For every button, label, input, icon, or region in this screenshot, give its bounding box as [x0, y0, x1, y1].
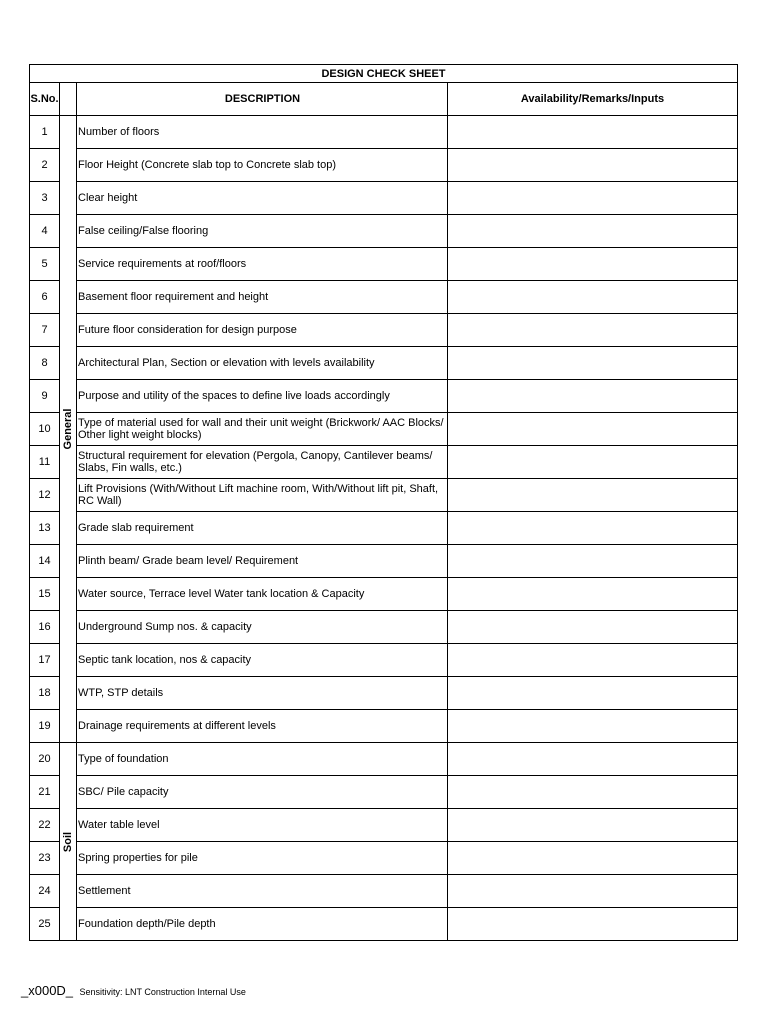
- row-availability-input[interactable]: [448, 347, 738, 380]
- row-sno: 18: [30, 677, 60, 710]
- table-row: [30, 776, 738, 809]
- row-description: SBC/ Pile capacity: [77, 776, 448, 809]
- row-availability-input[interactable]: [448, 215, 738, 248]
- category-label-general: General: [62, 408, 74, 450]
- row-description: Water table level: [77, 809, 448, 842]
- title-row: [30, 65, 738, 83]
- sheet-title: DESIGN CHECK SHEET: [30, 65, 738, 83]
- row-sno: 6: [30, 281, 60, 314]
- row-description: Plinth beam/ Grade beam level/ Requirement: [77, 545, 448, 578]
- row-description: Number of floors: [77, 116, 448, 149]
- row-sno: 14: [30, 545, 60, 578]
- table-row: [30, 479, 738, 512]
- row-description: Septic tank location, nos & capacity: [77, 644, 448, 677]
- row-description: Spring properties for pile: [77, 842, 448, 875]
- row-availability-input[interactable]: [448, 611, 738, 644]
- category-label-soil: Soil: [62, 831, 74, 852]
- row-sno: 9: [30, 380, 60, 413]
- row-description: Type of foundation: [77, 743, 448, 776]
- header-sno: S.No.: [30, 83, 60, 116]
- footer: [21, 982, 246, 1000]
- table-row: [30, 248, 738, 281]
- row-availability-input[interactable]: [448, 479, 738, 512]
- design-check-sheet-table: [29, 64, 738, 941]
- row-availability-input[interactable]: [448, 875, 738, 908]
- row-availability-input[interactable]: [448, 380, 738, 413]
- sensitivity-label: Sensitivity: LNT Construction Internal Use: [79, 987, 246, 997]
- row-description: False ceiling/False flooring: [77, 215, 448, 248]
- row-description: WTP, STP details: [77, 677, 448, 710]
- row-description: Purpose and utility of the spaces to define live loads accordingly: [77, 380, 448, 413]
- row-sno: 4: [30, 215, 60, 248]
- row-sno: 22: [30, 809, 60, 842]
- row-availability-input[interactable]: [448, 413, 738, 446]
- row-availability-input[interactable]: [448, 314, 738, 347]
- row-description: Architectural Plan, Section or elevation with levels availability: [77, 347, 448, 380]
- row-sno: 25: [30, 908, 60, 941]
- row-sno: 7: [30, 314, 60, 347]
- table-row: [30, 413, 738, 446]
- row-availability-input[interactable]: [448, 248, 738, 281]
- table-row: [30, 578, 738, 611]
- table-row: [30, 380, 738, 413]
- row-availability-input[interactable]: [448, 578, 738, 611]
- row-sno: 23: [30, 842, 60, 875]
- row-sno: 3: [30, 182, 60, 215]
- table-row: [30, 116, 738, 149]
- row-description: Water source, Terrace level Water tank location & Capacity: [77, 578, 448, 611]
- row-sno: 24: [30, 875, 60, 908]
- table-row: [30, 347, 738, 380]
- row-availability-input[interactable]: [448, 743, 738, 776]
- row-availability-input[interactable]: [448, 545, 738, 578]
- table-row: [30, 149, 738, 182]
- row-sno: 15: [30, 578, 60, 611]
- row-description: Grade slab requirement: [77, 512, 448, 545]
- row-description: Underground Sump nos. & capacity: [77, 611, 448, 644]
- table-row: [30, 842, 738, 875]
- row-sno: 11: [30, 446, 60, 479]
- category-soil: [60, 743, 77, 941]
- row-sno: 13: [30, 512, 60, 545]
- row-sno: 21: [30, 776, 60, 809]
- table-row: [30, 182, 738, 215]
- table-row: [30, 545, 738, 578]
- row-sno: 8: [30, 347, 60, 380]
- row-description: Structural requirement for elevation (Pergola, Canopy, Cantilever beams/ Slabs, Fin walls, etc.): [77, 446, 448, 479]
- row-description: Floor Height (Concrete slab top to Concrete slab top): [77, 149, 448, 182]
- row-sno: 17: [30, 644, 60, 677]
- table-row: [30, 281, 738, 314]
- row-availability-input[interactable]: [448, 116, 738, 149]
- header-description: DESCRIPTION: [77, 83, 448, 116]
- table-row: [30, 644, 738, 677]
- header-availability: Availability/Remarks/Inputs: [448, 83, 738, 116]
- table-row: [30, 215, 738, 248]
- row-availability-input[interactable]: [448, 908, 738, 941]
- row-availability-input[interactable]: [448, 776, 738, 809]
- row-description: Service requirements at roof/floors: [77, 248, 448, 281]
- row-sno: 5: [30, 248, 60, 281]
- footer-code: _x000D_: [21, 983, 74, 998]
- table-row: [30, 743, 738, 776]
- table-row: [30, 512, 738, 545]
- row-sno: 20: [30, 743, 60, 776]
- table-row: [30, 611, 738, 644]
- row-description: Foundation depth/Pile depth: [77, 908, 448, 941]
- header-category: [60, 83, 77, 116]
- table-row: [30, 809, 738, 842]
- row-description: Settlement: [77, 875, 448, 908]
- row-availability-input[interactable]: [448, 149, 738, 182]
- row-availability-input[interactable]: [448, 677, 738, 710]
- row-sno: 19: [30, 710, 60, 743]
- category-general: [60, 116, 77, 743]
- header-row: [30, 83, 738, 116]
- row-description: Clear height: [77, 182, 448, 215]
- row-availability-input[interactable]: [448, 842, 738, 875]
- row-availability-input[interactable]: [448, 281, 738, 314]
- row-sno: 12: [30, 479, 60, 512]
- row-availability-input[interactable]: [448, 710, 738, 743]
- row-description: Basement floor requirement and height: [77, 281, 448, 314]
- table-row: [30, 314, 738, 347]
- table-row: [30, 908, 738, 941]
- row-description: Lift Provisions (With/Without Lift machine room, With/Without lift pit, Shaft, RC Wall): [77, 479, 448, 512]
- row-availability-input[interactable]: [448, 512, 738, 545]
- row-description: Type of material used for wall and their unit weight (Brickwork/ AAC Blocks/ Other light weight blocks): [77, 413, 448, 446]
- row-sno: 2: [30, 149, 60, 182]
- table-row: [30, 710, 738, 743]
- row-availability-input[interactable]: [448, 446, 738, 479]
- row-availability-input[interactable]: [448, 182, 738, 215]
- row-sno: 10: [30, 413, 60, 446]
- table-row: [30, 677, 738, 710]
- row-description: Drainage requirements at different levels: [77, 710, 448, 743]
- row-sno: 16: [30, 611, 60, 644]
- row-description: Future floor consideration for design purpose: [77, 314, 448, 347]
- row-sno: 1: [30, 116, 60, 149]
- row-availability-input[interactable]: [448, 809, 738, 842]
- row-availability-input[interactable]: [448, 644, 738, 677]
- table-row: [30, 446, 738, 479]
- table-row: [30, 875, 738, 908]
